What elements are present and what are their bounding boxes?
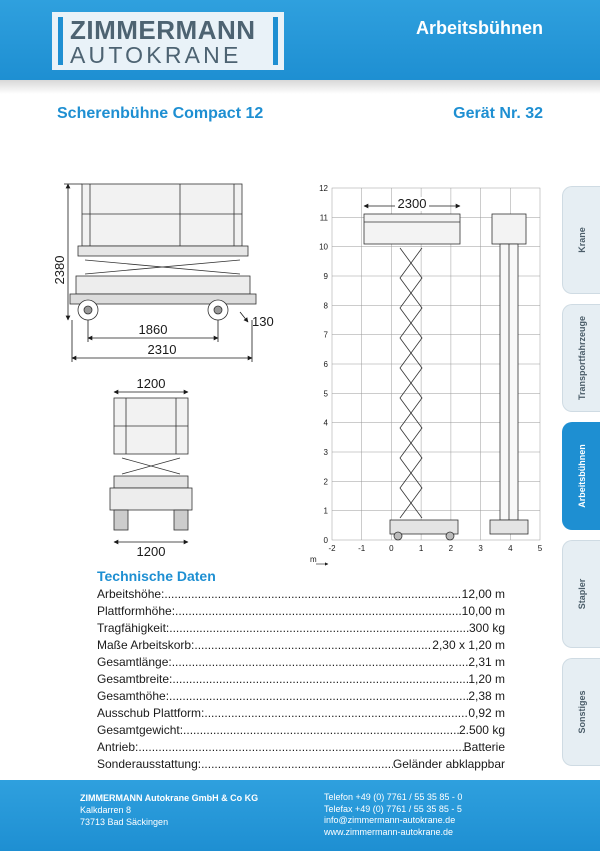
spec-value: 2,31 m [468, 655, 505, 669]
spec-row [97, 621, 505, 638]
spec-leader [194, 638, 432, 652]
x-tick-5: 5 [537, 544, 543, 553]
tab-stapler[interactable] [562, 540, 600, 648]
x-tick-minus1: -1 [358, 544, 366, 553]
header-bar [0, 0, 600, 80]
spec-label: Sonderausstattung: [97, 757, 202, 771]
logo-wordmark-top: ZIMMERMANN [70, 15, 256, 45]
y-tick-7: 7 [323, 330, 328, 340]
footer-street: Kalkdarren 8 [80, 805, 132, 815]
tab-transportfahrzeuge[interactable] [562, 304, 600, 412]
side-view-drawing [70, 184, 256, 320]
spec-label: Antrieb: [97, 740, 139, 754]
spec-label: Tragfähigkeit: [97, 621, 170, 635]
y-tick-2: 2 [323, 477, 328, 487]
tab-krane-label: Krane [576, 227, 587, 253]
spec-value: Geländer abklappbar [392, 757, 505, 771]
spec-label: Maße Arbeitskorb: [97, 638, 195, 652]
y-tick-12: 12 [319, 184, 328, 193]
spec-value: 2.500 kg [458, 723, 505, 737]
page-title: Scherenbühne Compact 12 [57, 105, 264, 122]
x-tick-4: 4 [508, 544, 513, 553]
spec-value: 10,00 m [461, 604, 505, 618]
y-tick-1: 1 [323, 506, 328, 516]
spec-leader [172, 655, 469, 669]
tab-stapler-label: Stapler [576, 578, 587, 610]
reach-y-ticks [319, 184, 328, 545]
front-view-drawing [110, 398, 192, 530]
tab-arbeitsbuehnen-label: Arbeitsbühnen [576, 444, 587, 508]
y-tick-4: 4 [323, 418, 328, 428]
reach-lift-side [364, 214, 460, 540]
spec-row [97, 655, 505, 672]
spec-leader [164, 587, 461, 601]
reach-unit-label: m [310, 555, 317, 564]
y-tick-9: 9 [323, 272, 328, 281]
spec-leader [204, 706, 468, 720]
company-logo [52, 12, 284, 70]
footer-phone: Telefon +49 (0) 7761 / 55 35 85 - 0 [324, 792, 463, 802]
technical-data-title: Technische Daten [97, 568, 216, 584]
footer-website-link[interactable]: www.zimmermann-autokrane.de [324, 826, 454, 837]
reach-lift-front [490, 214, 528, 534]
y-tick-11: 11 [319, 213, 328, 223]
footer-email-link[interactable]: info@zimmermann-autokrane.de [324, 815, 456, 825]
footer-fax: Telefax +49 (0) 7761 / 55 35 85 - 5 [324, 803, 462, 814]
spec-value: 300 kg [468, 621, 505, 635]
category-title: Arbeitsbühnen [415, 18, 543, 38]
footer-contact [324, 792, 462, 838]
spec-label: Gesamtbreite: [97, 672, 173, 686]
tab-krane[interactable] [562, 186, 600, 294]
x-tick-3: 3 [478, 544, 483, 553]
spec-leader [169, 621, 469, 635]
spec-value: Batterie [463, 740, 505, 754]
footer-company: ZIMMERMANN Autokrane GmbH & Co KG [80, 793, 259, 803]
spec-value: 0,92 m [468, 706, 505, 720]
spec-leader [201, 757, 393, 771]
x-tick-2: 2 [448, 544, 454, 553]
side-height-dim: 2380 [52, 255, 67, 285]
x-tick-0: 0 [389, 544, 394, 553]
logo-accent-left [58, 17, 63, 65]
spec-leader [138, 740, 463, 754]
tab-transportfahrzeuge-label: Transportfahrzeuge [576, 315, 587, 401]
y-tick-8: 8 [323, 301, 328, 311]
technical-data-section [97, 568, 505, 774]
tab-sonstiges[interactable] [562, 658, 600, 766]
spec-row [97, 604, 505, 621]
spec-leader [172, 672, 468, 686]
y-tick-3: 3 [323, 448, 328, 457]
spec-leader [175, 604, 462, 618]
header-shadow [0, 80, 600, 94]
spec-label: Gesamthöhe: [97, 689, 170, 703]
x-tick-minus2: -2 [328, 544, 336, 553]
spec-label: Ausschub Plattform: [97, 706, 205, 720]
tab-arbeitsbuehnen[interactable] [562, 422, 600, 530]
spec-row [97, 757, 505, 774]
spec-value: 2,30 x 1,20 m [432, 638, 505, 652]
spec-row [97, 740, 505, 757]
footer-bar [0, 780, 600, 851]
spec-row [97, 689, 505, 706]
y-tick-10: 10 [319, 242, 328, 252]
logo-accent-right [273, 17, 278, 65]
spec-row [97, 587, 505, 604]
spec-value: 12,00 m [461, 587, 505, 601]
spec-row [97, 706, 505, 723]
reach-x-ticks [328, 544, 542, 553]
side-clearance-dim: 130 [252, 314, 274, 329]
reach-platform-length-dim: 2300 [397, 196, 427, 211]
footer-address [80, 792, 258, 828]
spec-value: 1,20 m [468, 672, 505, 686]
footer-city: 73713 Bad Säckingen [80, 817, 169, 827]
y-tick-0: 0 [323, 536, 328, 545]
y-tick-5: 5 [323, 389, 328, 399]
spec-label: Gesamtlänge: [97, 655, 172, 669]
x-tick-1: 1 [418, 544, 424, 553]
spec-label: Plattformhöhe: [97, 604, 176, 618]
side-length-dim: 2310 [147, 342, 177, 357]
side-wheelbase-dim: 1860 [138, 322, 168, 337]
spec-value: 2,38 m [468, 689, 505, 703]
spec-row [97, 672, 505, 689]
technical-drawings [30, 170, 560, 570]
spec-leader [183, 723, 459, 737]
spec-row [97, 723, 505, 740]
spec-leader [169, 689, 468, 703]
spec-row [97, 638, 505, 655]
device-number: Gerät Nr. 32 [453, 105, 543, 122]
spec-label: Gesamtgewicht: [97, 723, 184, 737]
spec-label: Arbeitshöhe: [97, 587, 165, 601]
y-tick-6: 6 [323, 360, 328, 369]
front-platform-width-dim: 1200 [136, 376, 166, 391]
tab-sonstiges-label: Sonstiges [576, 690, 587, 734]
front-chassis-width-dim: 1200 [136, 544, 166, 559]
logo-wordmark-bottom: AUTOKRANE [70, 42, 242, 68]
